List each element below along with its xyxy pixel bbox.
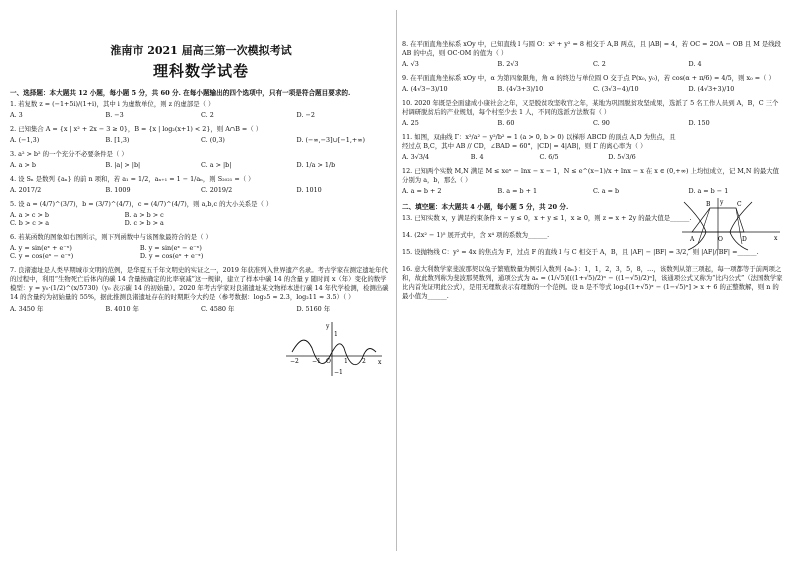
- point-label: B: [706, 201, 711, 208]
- question-9: 9. 在平面直角坐标系 xOy 中，α 为第四象限角，角 α 的终边与单位圆 O 交于点 P(x₀, y₀)，若 cos(α + π/6) = 4/5，则 x₀ =（ ）: [402, 74, 775, 82]
- exam-title: 淮南市 2021 届高三第一次模拟考试: [110, 44, 292, 57]
- option-a: A. 3: [10, 111, 23, 119]
- question-3: 3. a² > b² 的一个充分不必要条件是（ ）: [10, 150, 128, 158]
- option-a: A. √3: [402, 60, 419, 68]
- option-d: D. −2: [296, 111, 315, 119]
- option-d: D. 1/a > 1/b: [296, 161, 336, 169]
- option-a: A. a = b + 2: [402, 187, 442, 195]
- point-label: A: [690, 236, 695, 243]
- option-d: D. (4√3+3)/10: [688, 85, 735, 93]
- y-axis-label: y: [720, 199, 724, 206]
- question-11-options: [402, 153, 677, 161]
- question-1: 1. 若复数 z = (−1+5i)/(1+i)，其中 i 为虚数单位，则 z 的虚部是（ ）: [10, 100, 215, 108]
- option-c: C. (0,3): [201, 136, 225, 144]
- tick-label: 1: [344, 358, 348, 365]
- question-11-figure: [680, 196, 784, 252]
- option-d: D. 4: [688, 60, 702, 68]
- section-2-heading: 二、填空题：本大题共 4 小题，每小题 5 分，共 20 分.: [402, 203, 569, 211]
- option-d: D. (−∞,−3]∪[−1,+∞): [296, 136, 366, 144]
- option-d: D. c > b > a: [124, 219, 164, 227]
- option-a: A. 25: [402, 119, 419, 127]
- y-axis-label: y: [326, 323, 330, 330]
- option-b: B. −3: [105, 111, 124, 119]
- option-a: A. 2017/2: [10, 186, 42, 194]
- question-4: 4. 设 Sₙ 是数列 {aₙ} 的前 n 项和，若 a₁ = 1/2，aₙ₊₁ = 1 − 1/aₙ，则 S₂₀₂₁ =（ ）: [10, 175, 255, 183]
- option-d: D. 1010: [296, 186, 322, 194]
- question-10-options: [402, 119, 784, 127]
- x-axis-label: x: [378, 359, 382, 366]
- column-divider: [396, 10, 397, 551]
- question-2-options: [10, 136, 392, 144]
- point-label: O: [718, 236, 723, 243]
- option-b: B. (4√3+3)/10: [497, 85, 544, 93]
- option-d: D. y = cos(eˣ + e⁻ˣ): [139, 252, 204, 260]
- option-c: C. (3√3−4)/10: [593, 85, 639, 93]
- question-2: 2. 已知集合 A = {x | x² + 2x − 3 ≥ 0}，B = {x | log₂(x+1) < 2}，则 A∩B =（ ）: [10, 125, 263, 133]
- option-a: A. (4√3−3)/10: [402, 85, 448, 93]
- option-b: B. a > b > c: [124, 211, 164, 219]
- tick-label: −2: [290, 358, 299, 365]
- option-b: B. y = sin(eˣ − e⁻ˣ): [139, 244, 202, 252]
- option-b: B. 4010 年: [105, 305, 139, 313]
- question-8-options: [402, 60, 784, 68]
- left-column: [10, 6, 392, 319]
- option-d: D. 5√3/6: [608, 153, 636, 161]
- option-d: D. a = b − 1: [688, 187, 729, 195]
- question-6: 6. 若某函数的图象如右图所示，则下列函数中与该图象最符合的是（ ）: [10, 233, 212, 241]
- question-15: 15. 设抛物线 C：y² = 4x 的焦点为 F，过点 F 的直线 l 与 C 相交于 A，B，且 |AF| − |BF| = 3/2，则 |AF|/|BF| =______.: [402, 248, 759, 256]
- exam-subtitle: 理科数学试卷: [152, 62, 249, 80]
- option-b: B. 4: [470, 153, 484, 161]
- option-c: C. a = b: [593, 187, 620, 195]
- question-11: 11. 如图，双曲线 Γ：x²/a² − y²/b² = 1 (a > 0, b > 0) 以梯形 ABCD 的顶点 A,D 为焦点，且经过点 B,C，其中 AB // CD，∠BAD = 60°，|CD| = 4|AB|，则 Γ 的离心率为（ ）: [402, 133, 676, 150]
- hyperbola-left-branch: [684, 202, 706, 250]
- question-16: 16. 意大利数学家斐波那契以兔子繁殖数量为例引入数列 {aₙ}：1，1，2，3，5，8，…，该数列从第三项起，每一项都等于前两项之和，故此数列称为斐波那契数列，通项公式为 aₙ = (1/√5)[((1+√5)/2)ⁿ − ((1−√5)/2)ⁿ]，该通项公式又称为“比内公式”（法国数学家比内首先证明此公式），是用无理数表示有理数的一个范例。设 n 是不等式 log₂[(1+√5)ˣ − (1−√5)ˣ] > x + 6 的正整数解，则 n 的最小值为______.: [402, 265, 783, 300]
- question-12: 12. 已知两个实数 M,N 满足 M ≤ xeˣ − lnx − x − 1，N ≤ e^(x−1)/x + lnx − x 在 x ∈ (0,+∞) 上均恒成立，记 M,N 的最大值分别为 a，b，那么（ ）: [402, 167, 779, 184]
- option-a: A. (−1,3): [10, 136, 40, 144]
- option-b: B. [1,3): [105, 136, 130, 144]
- question-6-options: [10, 244, 270, 260]
- tick-label: −1: [334, 369, 343, 376]
- option-c: C. 2019/2: [201, 186, 233, 194]
- option-b: B. |a| > |b|: [105, 161, 141, 169]
- x-axis-label: x: [774, 235, 778, 242]
- question-6-figure: [282, 318, 388, 380]
- question-13: 13. 已知实数 x，y 满足约束条件 x − y ≤ 0，x + y ≤ 1，x ≥ 0，则 z = x + 2y 的最大值是______.: [402, 214, 692, 222]
- option-c: C. 4580 年: [201, 305, 235, 313]
- option-c: C. 2: [201, 111, 214, 119]
- question-1-options: [10, 111, 392, 119]
- option-a: A. a > c > b: [10, 211, 49, 219]
- point-label: D: [742, 236, 747, 243]
- question-7-options: [10, 304, 392, 313]
- tick-label: −1: [312, 358, 321, 365]
- option-c: C. 2: [593, 60, 606, 68]
- auxiliary-line: [698, 208, 710, 244]
- option-c: C. b > c > a: [10, 219, 50, 227]
- option-a: A. y = sin(eˣ + e⁻ˣ): [10, 244, 72, 252]
- question-14: 14. (2x² − 1)⁵ 展开式中，含 x⁴ 项的系数为______.: [402, 231, 550, 239]
- option-a: A. a > b: [10, 161, 36, 169]
- question-7: 7. 良渚遗址是人类早期城市文明的范例，是华夏五千年文明史的实证之一，2019 年获准列入世界遗产名录。考古学家在测定遗址年代的过程中，利用“生物死亡后体内的碳 14 含量按确定的比率衰减”这一规律，建立了样本中碳 14 的含量 y 随时间 x（年）变化的数学模型：y = y₀·(1/2)^(x/5730)（y₀ 表示碳 14 的初始量）。2020 年考古学家对良渚遗址某文物样本进行碳 14 年代学检测，检测出碳 14 的含量约为初始量的 55%，据此推测良渚遗址存在的时期距今大约是（参考数据：log₂5 ≈ 2.3，log₂11 ≈ 3.5）（ ）: [10, 266, 389, 301]
- question-8: 8. 在平面直角坐标系 xOy 中，已知直线 l 与圆 O：x² + y² = 8 相交于 A,B 两点，且 |AB| = 4，若 OC = 2OA − OB 且 M 是线段 AB 的中点，则 OC·OM 的值为（ ）: [402, 40, 782, 57]
- tick-label: 2: [362, 358, 366, 365]
- option-c: C. y = cos(eˣ − e⁻ˣ): [10, 252, 74, 260]
- question-5: 5. 设 a = (4/7)^(3/7)，b = (3/7)^(4/7)，c = (4/7)^(4/7)，则 a,b,c 的大小关系是（ ）: [10, 200, 273, 208]
- hyperbola-right-branch: [730, 202, 752, 250]
- right-column: [402, 6, 784, 303]
- question-10: 10. 2020 年既是全面建成小康社会之年，又是脱贫攻坚收官之年，某地为巩固脱贫攻坚成果，选派了 5 名工作人员到 A，B，C 三个村调研脱贫后的产业规划，每个村至少去 1 人，不同的选派方法数有（ ）: [402, 99, 779, 116]
- point-label: C: [737, 201, 742, 208]
- question-3-options: [10, 161, 392, 169]
- option-a: A. 3450 年: [10, 305, 44, 313]
- question-9-options: [402, 85, 784, 93]
- section-1-heading: 一、选择题：本大题共 12 小题，每小题 5 分，共 60 分. 在每小题输出的四个选项中，只有一项是符合题目要求的.: [10, 89, 351, 97]
- option-d: D. 150: [688, 119, 710, 127]
- option-b: B. 60: [497, 119, 515, 127]
- question-5-options: [10, 211, 239, 227]
- option-c: C. 90: [593, 119, 610, 127]
- origin-label: O: [326, 358, 331, 365]
- option-b: B. a = b + 1: [497, 187, 538, 195]
- option-c: C. 6/5: [539, 153, 559, 161]
- option-b: B. 1009: [105, 186, 131, 194]
- question-4-options: [10, 186, 392, 194]
- question-12-options: [402, 187, 784, 195]
- option-d: D. 5160 年: [296, 305, 331, 313]
- option-a: A. 3√3/4: [402, 153, 430, 161]
- tick-label: 1: [334, 331, 338, 338]
- option-c: C. a > |b|: [201, 161, 232, 169]
- option-b: B. 2√3: [497, 60, 519, 68]
